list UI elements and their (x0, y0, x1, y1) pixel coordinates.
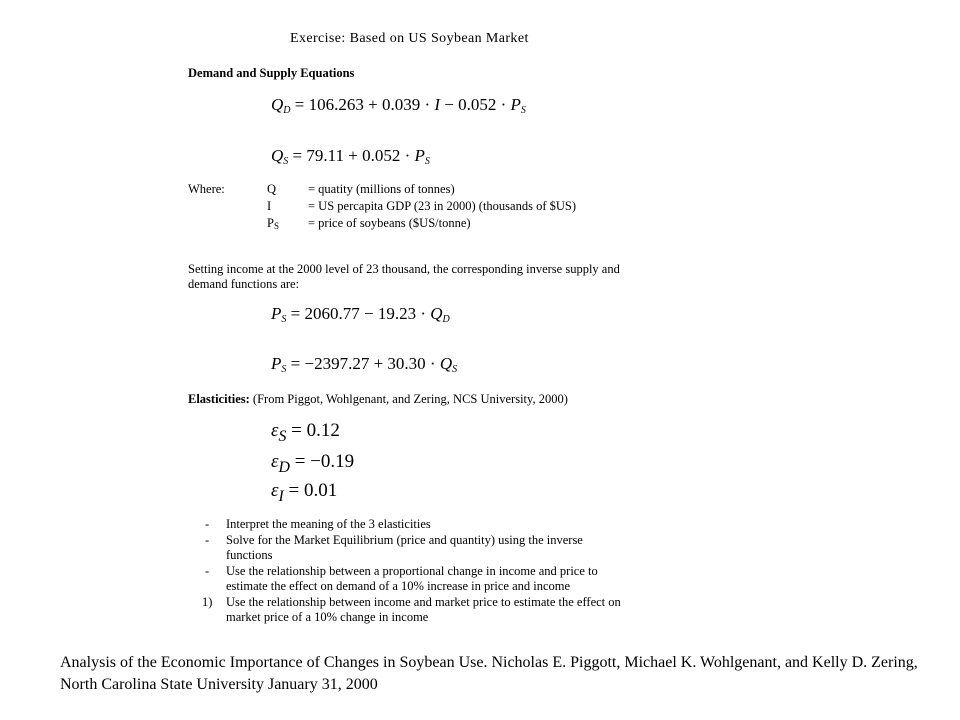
where-var-q: Q (267, 182, 277, 196)
page-title: Exercise: Based on US Soybean Market (290, 31, 529, 46)
supply-equation: $Q_S = 79.11 + 0.052 \cdot P_S$ (271, 146, 430, 167)
task-2-line-1: Solve for the Market Equilibrium (price and quantity) using the inverse (226, 533, 583, 547)
where-def-i: = US percapita GDP (23 in 2000) (thousands of $US) (308, 199, 577, 213)
elasticities-line (188, 392, 568, 407)
task-4-marker: 1) (202, 595, 213, 609)
citation: Analysis of the Economic Importance of Changes in Soybean Use. Nicholas E. Piggott, Michael K. Wohlgenant, and Kelly D. Zering, North Carolina State University January 31, 2000 (60, 654, 918, 693)
elasticities-heading: Elasticities: (188, 392, 250, 406)
inverse-demand-equation: $P_S = 2060.77 - 19.23 \cdot Q_D$ (271, 304, 450, 325)
inverse-text-line-1: Setting income at the 2000 level of 23 thousand, the corresponding inverse supply and (188, 262, 620, 276)
where-def-p: = price of soybeans ($US/tonne) (308, 216, 471, 230)
where-var-i: I (267, 199, 272, 213)
elasticity-income: $\varepsilon_I = 0.01$ (271, 480, 338, 505)
task-3-marker: - (205, 564, 210, 578)
task-3-line-2: estimate the effect on demand of a 10% increase in price and income (226, 579, 571, 593)
where-var-p: PS (267, 216, 279, 231)
elasticities-source: (From Piggot, Wohlgenant, and Zering, NCS University, 2000) (249, 392, 568, 406)
equations-heading: Demand and Supply Equations (188, 66, 355, 80)
task-1-line-1: Interpret the meaning of the 3 elasticities (226, 517, 431, 531)
elasticity-demand: $\varepsilon_D = -0.19$ (271, 451, 355, 476)
demand-equation: $Q_D = 106.263 + 0.039 \cdot I - 0.052 \cdot P_S$ (271, 95, 526, 116)
task-4-line-2: market price of a 10% change in income (226, 610, 429, 624)
task-4-line-1: Use the relationship between income and market price to estimate the effect on (226, 595, 621, 609)
task-1-marker: - (205, 517, 210, 531)
where-def-q: = quatity (millions of tonnes) (308, 182, 455, 196)
inverse-text-line-2: demand functions are: (188, 277, 300, 291)
elasticity-supply: $\varepsilon_S = 0.12$ (271, 420, 340, 445)
task-3-line-1: Use the relationship between a proportional change in income and price to (226, 564, 598, 578)
inverse-supply-equation: $P_S = -2397.27 + 30.30 \cdot Q_S$ (271, 354, 458, 375)
task-2-marker: - (205, 533, 210, 547)
where-label: Where: (188, 182, 225, 196)
task-2-line-2: functions (226, 548, 273, 562)
